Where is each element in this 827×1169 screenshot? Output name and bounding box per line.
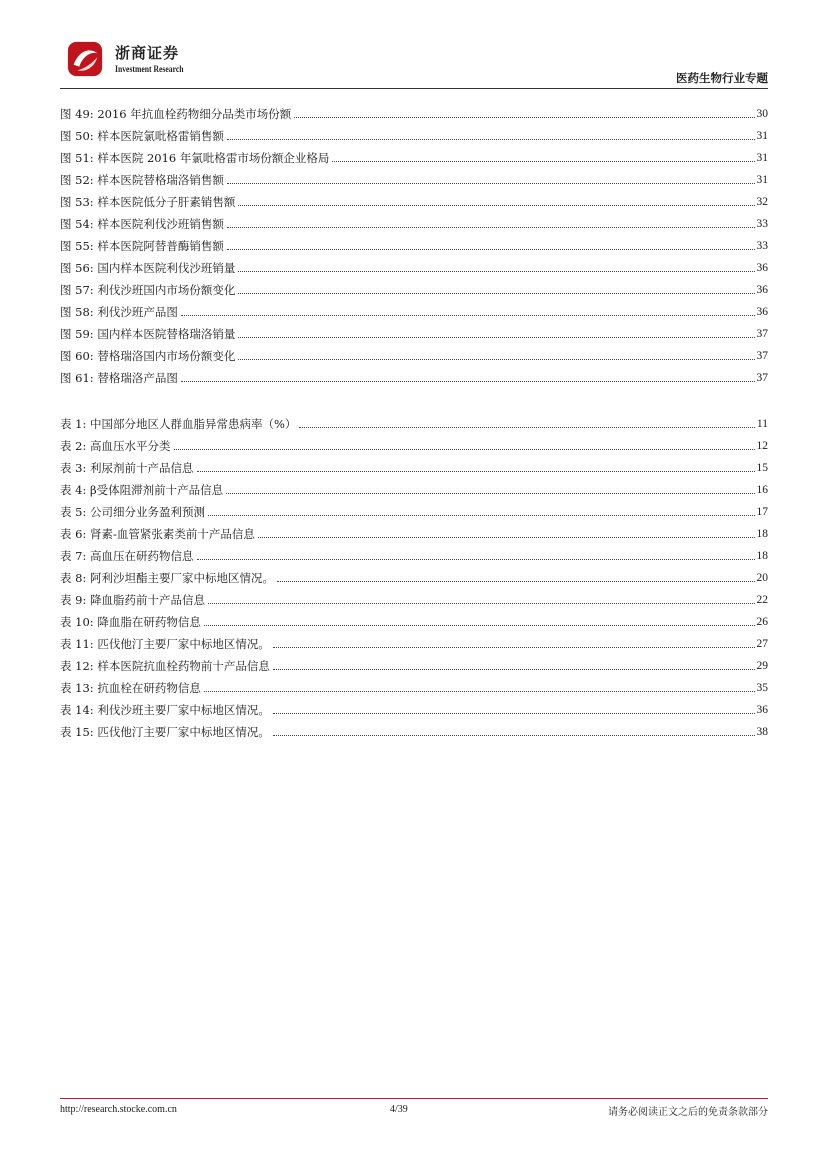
toc-entry-page: 22 <box>756 594 768 606</box>
toc-leader <box>299 427 754 428</box>
toc-entry[interactable] <box>60 479 768 497</box>
toc-entry-label: 图 54: 样本医院利伐沙班销售额 <box>60 217 224 231</box>
toc-leader <box>238 205 754 206</box>
toc-entry-label: 图 55: 样本医院阿替普酶销售额 <box>60 239 224 253</box>
toc-entry[interactable] <box>60 699 768 717</box>
toc-entry[interactable] <box>60 567 768 585</box>
toc-leader <box>181 315 755 316</box>
logo-subtext: Investment Research <box>115 64 184 74</box>
toc-entry-label: 表 15: 匹伐他汀主要厂家中标地区情况。 <box>60 725 270 739</box>
toc-entry[interactable] <box>60 213 768 231</box>
toc-entry-page: 11 <box>756 418 768 430</box>
footer-disclaimer: 请务必阅读正文之后的免责条款部分 <box>608 1107 768 1118</box>
toc-leader <box>197 559 755 560</box>
toc-entry[interactable] <box>60 169 768 187</box>
toc-entry-label: 表 9: 降血脂药前十产品信息 <box>60 593 206 607</box>
toc-entry[interactable] <box>60 147 768 165</box>
toc-entry-label: 表 2: 高血压水平分类 <box>60 439 171 453</box>
toc-leader <box>273 669 755 670</box>
toc-entry-page: 36 <box>756 262 768 274</box>
toc-leader <box>332 161 754 162</box>
toc-entry[interactable] <box>60 545 768 563</box>
toc-leader <box>238 271 754 272</box>
toc-entry[interactable] <box>60 655 768 673</box>
toc-entry[interactable] <box>60 677 768 695</box>
toc-entry-label: 图 56: 国内样本医院利伐沙班销量 <box>60 261 236 275</box>
toc-entry-label: 表 10: 降血脂在研药物信息 <box>60 615 201 629</box>
toc-entry-page: 36 <box>756 284 768 296</box>
toc-leader <box>273 735 755 736</box>
toc-entry[interactable] <box>60 103 768 121</box>
toc-entry-page: 31 <box>756 174 768 186</box>
toc-entry-label: 图 58: 利伐沙班产品图 <box>60 305 178 319</box>
toc-entry-page: 36 <box>756 306 768 318</box>
toc-entry-label: 图 50: 样本医院氯吡格雷销售额 <box>60 129 224 143</box>
toc-entry-page: 33 <box>756 218 768 230</box>
toc-entry-label: 图 59: 国内样本医院替格瑞洛销量 <box>60 327 236 341</box>
toc-entry-page: 37 <box>756 372 768 384</box>
toc-entry[interactable] <box>60 457 768 475</box>
toc-entry-page: 37 <box>756 328 768 340</box>
toc-leader <box>238 293 754 294</box>
toc-entry-page: 31 <box>756 130 768 142</box>
toc-leader <box>227 227 755 228</box>
toc-entry-label: 表 13: 抗血栓在研药物信息 <box>60 681 201 695</box>
page-number: 4/39 <box>390 1104 408 1115</box>
toc-entry-page: 18 <box>756 528 768 540</box>
toc-entry-label: 表 7: 高血压在研药物信息 <box>60 549 194 563</box>
toc-entry[interactable] <box>60 589 768 607</box>
toc-entry-label: 图 51: 样本医院 2016 年氯吡格雷市场份额企业格局 <box>60 151 330 165</box>
toc-leader <box>226 493 754 494</box>
report-category-title: 医药生物行业专题 <box>676 71 768 85</box>
toc-entry-page: 37 <box>756 350 768 362</box>
toc-leader <box>174 449 755 450</box>
toc-entry-label: 表 1: 中国部分地区人群血脂异常患病率（%） <box>60 417 297 431</box>
toc-leader <box>238 359 754 360</box>
logo-text: 浙商证券 <box>115 44 180 62</box>
toc-leader <box>227 183 755 184</box>
toc-entry-label: 表 5: 公司细分业务盈利预测 <box>60 505 206 519</box>
toc-entry[interactable] <box>60 191 768 209</box>
page-header <box>60 36 768 88</box>
toc-entry[interactable] <box>60 279 768 297</box>
toc-entry-label: 图 57: 利伐沙班国内市场份额变化 <box>60 283 236 297</box>
toc-entry-label: 表 8: 阿利沙坦酯主要厂家中标地区情况。 <box>60 571 275 585</box>
logo-icon <box>66 40 104 78</box>
toc-leader <box>208 515 754 516</box>
toc-entry-page: 18 <box>756 550 768 562</box>
toc-entry-page: 38 <box>756 726 768 738</box>
toc-entry[interactable] <box>60 633 768 651</box>
toc-entry-page: 36 <box>756 704 768 716</box>
toc-entry[interactable] <box>60 235 768 253</box>
toc-leader <box>204 625 755 626</box>
toc-entry-label: 图 49: 2016 年抗血栓药物细分品类市场份额 <box>60 107 292 121</box>
toc-entry-page: 17 <box>756 506 768 518</box>
toc-entry-label: 表 6: 肾素-血管紧张素类前十产品信息 <box>60 527 255 541</box>
toc-entry-page: 29 <box>756 660 768 672</box>
toc-entry-label: 表 14: 利伐沙班主要厂家中标地区情况。 <box>60 703 270 717</box>
toc-entry-page: 30 <box>756 108 768 120</box>
toc-entry-label: 图 60: 替格瑞洛国内市场份额变化 <box>60 349 236 363</box>
toc-entry[interactable] <box>60 435 768 453</box>
toc-entry[interactable] <box>60 611 768 629</box>
toc-entry-page: 20 <box>756 572 768 584</box>
toc-leader <box>277 581 754 582</box>
toc-entry[interactable] <box>60 257 768 275</box>
toc-entry-label: 图 53: 样本医院低分子肝素销售额 <box>60 195 236 209</box>
toc-leader <box>208 603 754 604</box>
toc-entry[interactable] <box>60 501 768 519</box>
toc-leader <box>197 471 755 472</box>
toc-entry-page: 15 <box>756 462 768 474</box>
toc-leader <box>273 647 755 648</box>
toc-entry-page: 32 <box>756 196 768 208</box>
header-divider <box>60 88 768 89</box>
toc-entry[interactable] <box>60 413 768 431</box>
toc-leader <box>238 337 754 338</box>
toc-leader <box>294 117 754 118</box>
toc-entry-label: 表 12: 样本医院抗血栓药物前十产品信息 <box>60 659 270 673</box>
toc-leader <box>204 691 755 692</box>
toc-entry[interactable] <box>60 323 768 341</box>
toc-entry-page: 27 <box>756 638 768 650</box>
toc-entry-label: 表 4: β受体阻滞剂前十产品信息 <box>60 483 224 497</box>
footer-divider <box>60 1098 768 1099</box>
toc-leader <box>273 713 755 714</box>
toc-leader <box>227 249 755 250</box>
toc-entry-page: 35 <box>756 682 768 694</box>
toc-leader <box>181 381 755 382</box>
toc-entry-page: 33 <box>756 240 768 252</box>
toc-entry-page: 26 <box>756 616 768 628</box>
toc-entry[interactable] <box>60 721 768 739</box>
toc-entry-label: 图 52: 样本医院替格瑞洛销售额 <box>60 173 224 187</box>
toc-entry-page: 31 <box>756 152 768 164</box>
footer-url-link[interactable]: http://research.stocke.com.cn <box>60 1104 177 1115</box>
toc-entry[interactable] <box>60 367 768 385</box>
toc-leader <box>258 537 755 538</box>
toc-entry[interactable] <box>60 345 768 363</box>
toc-entry[interactable] <box>60 125 768 143</box>
toc-leader <box>227 139 755 140</box>
toc-entry-label: 表 3: 利尿剂前十产品信息 <box>60 461 194 475</box>
toc-entry[interactable] <box>60 301 768 319</box>
toc-entry-page: 12 <box>756 440 768 452</box>
toc-entry-label: 表 11: 匹伐他汀主要厂家中标地区情况。 <box>60 637 270 651</box>
toc-entry[interactable] <box>60 523 768 541</box>
toc-entry-label: 图 61: 替格瑞洛产品图 <box>60 371 178 385</box>
toc-entry-page: 16 <box>756 484 768 496</box>
